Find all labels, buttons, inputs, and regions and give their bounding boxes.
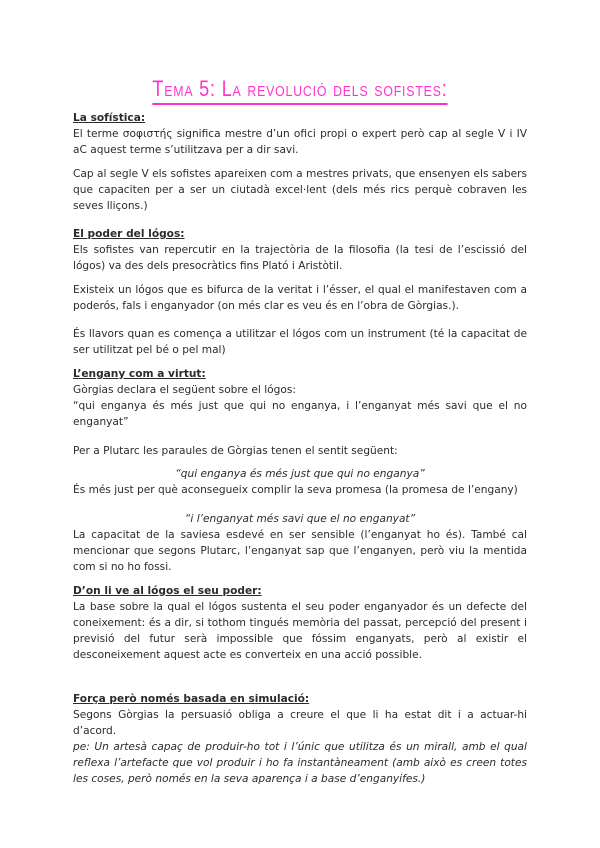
paragraph: Els sofistes van repercutir en la trajectòria de la filosofia (la tesi de l’escissió del lógos) va des dels presocràtics fins Plató i Aristòtil.	[73, 244, 527, 272]
paragraph: Gòrgias declara el següent sobre el lógos:	[73, 384, 296, 396]
quote: “qui enganya és més just que qui no enganya”	[175, 468, 425, 480]
paragraph: És llavors quan es comença a utilitzar el lógos com un instrument (té la capacitat de ser utilitzat pel bé o pel mal)	[73, 328, 527, 356]
paragraph: El terme σοφιστής significa mestre d’un ofici propi o expert però cap al segle V i IV aC aquest terme s’utilitzava per a dir savi.	[73, 128, 527, 156]
paragraph: Existeix un lógos que es bifurca de la veritat i l’ésser, el qual el manifestaven com a poderós, fals i enganyador (on més clar es veu és en l’obra de Gòrgias.).	[73, 284, 527, 312]
title-text: Tema 5: La revolució dels sofistes:	[152, 76, 447, 105]
paragraph: Per a Plutarc les paraules de Gòrgias tenen el sentit següent:	[73, 445, 398, 457]
quote: “i l’enganyat més savi que el no enganyat”	[184, 513, 416, 525]
paragraph: Cap al segle V els sofistes apareixen com a mestres privats, que ensenyen els sabers que capaciten per a ser un ciutadà excel·lent (dels més rics perquè cobraven les seves lliçons.)	[73, 168, 527, 212]
section-heading: L’engany com a virtut:	[73, 368, 206, 380]
paragraph: Segons Gòrgias la persuasió obliga a creure el que li ha estat dit i a actuar-hi d’acord.	[73, 709, 527, 737]
paragraph: La base sobre la qual el lógos sustenta el seu poder enganyador és un defecte del coneixement: és a dir, si tothom tingués memòria del passat, percepció del present i previsió del futur serà impossible que fóssim enganyats, però al existir el desconeixement aquest acte es converteix en una acció possible.	[73, 601, 527, 661]
document-title	[0, 76, 600, 105]
section-heading: El poder del lógos:	[73, 228, 185, 240]
paragraph: És més just per què aconsegueix complir la seva promesa (la promesa de l’engany)	[73, 484, 518, 496]
example-paragraph: pe: Un artesà capaç de produir-ho tot i l’únic que utilitza és un mirall, amb el qual reflexa l’artefacte que vol produir i ho fa instantàneament (amb això es creen totes les coses, però només en la seva aparença i a base d’enganyifes.)	[73, 741, 527, 785]
section-heading: La sofística:	[73, 112, 146, 124]
section-heading: D’on li ve al lógos el seu poder:	[73, 585, 262, 597]
quote: “qui enganya és més just que qui no enganya, i l’enganyat més savi que el no enganyat”	[73, 400, 527, 428]
paragraph: La capacitat de la saviesa esdevé en ser sensible (l’enganyat ho és). També cal mencionar que segons Plutarc, l’enganyat sap que l’enganyen, però viu la mentida com si no ho fossi.	[73, 529, 527, 573]
section-heading: Força però només basada en simulació:	[73, 693, 310, 705]
